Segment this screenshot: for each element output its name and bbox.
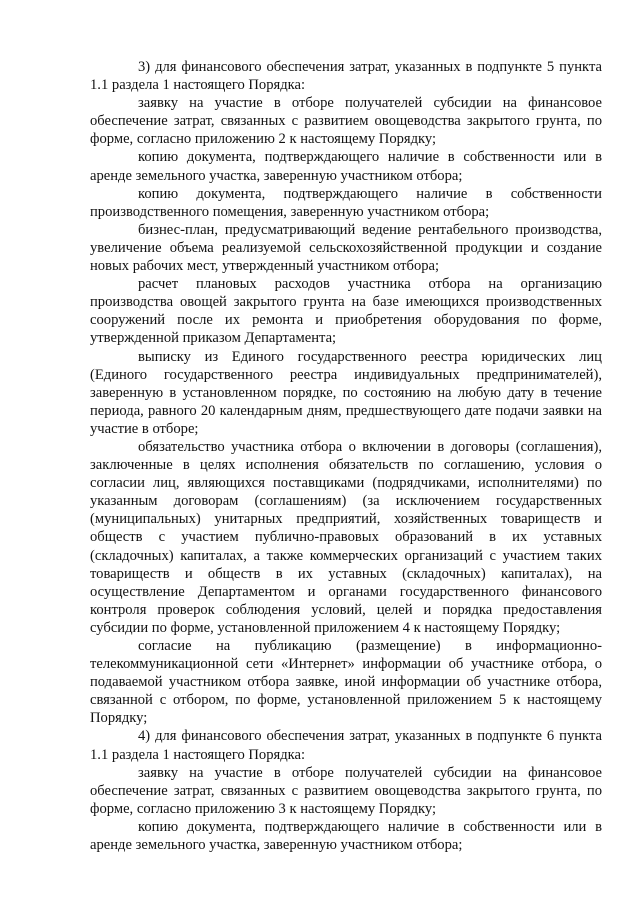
paragraph-contract-obligation: обязательство участника отбора о включении в договоры (соглашения), заключенные в целях исполнения обязательств по соглашению, условия о согласии лиц, являющихся поставщиками (подрядчиками, исполнителями) по указанным договорам (соглашениям) (за исключением государственных (муниципальных) унитарных предприятий, хозяйственных товариществ и обществ с участием публично-правовых образований в их уставных (складочных) капиталах, а также коммерческих организаций с участием таких товариществ и обществ в их уставных (складочных) капиталах), на осуществление Департаментом и органами государственного финансового контроля проверок соблюдения условий, целей и порядка предоставления субсидии по форме, установленной приложением 4 к настоящему Порядку;: [90, 438, 602, 636]
paragraph-business-plan: бизнес-план, предусматривающий ведение рентабельного производства, увеличение объема реализуемой сельскохозяйственной продукции и создание новых рабочих мест, утвержденный участником отбора;: [90, 221, 602, 275]
paragraph-cost-calculation: расчет плановых расходов участника отбора на организацию производства овощей закрытого грунта на базе имеющихся производственных сооружений после их ремонта и приобретения оборудования по форме, утвержденной приказом Департамента;: [90, 276, 602, 347]
paragraph-application-form-2: заявку на участие в отборе получателей субсидии на финансовое обеспечение затрат, связанных с развитием овощеводства закрытого грунта, по форме, согласно приложению 2 к настоящему Порядку;: [90, 95, 602, 148]
paragraph-production-premises-copy: копию документа, подтверждающего наличие в собственности производственного помещения, заверенную участником отбора;: [90, 185, 602, 220]
paragraph-item-3-intro: 3) для финансового обеспечения затрат, указанных в подпункте 5 пункта 1.1 раздела 1 настоящего Порядка:: [90, 59, 602, 94]
paragraph-land-plot-copy: копию документа, подтверждающего наличие в собственности или в аренде земельного участка, заверенную участником отбора;: [90, 149, 602, 184]
paragraph-publication-consent: согласие на публикацию (размещение) в информационно-телекоммуникационной сети «Интернет» информации об участнике отбора, о подаваемой участником отбора заявке, иной информации об участнике отбора, связанной с отбором, по форме, установленной приложением 5 к настоящему Порядку;: [90, 638, 602, 727]
paragraph-item-4-intro: 4) для финансового обеспечения затрат, указанных в подпункте 6 пункта 1.1 раздела 1 настоящего Порядка:: [90, 728, 602, 763]
paragraph-application-form-3: заявку на участие в отборе получателей субсидии на финансовое обеспечение затрат, связанных с развитием овощеводства закрытого грунта, по форме, согласно приложению 3 к настоящему Порядку;: [90, 764, 602, 817]
paragraph-land-plot-copy-2: копию документа, подтверждающего наличие в собственности или в аренде земельного участка, заверенную участником отбора;: [90, 818, 602, 854]
document-page: [90, 58, 602, 854]
paragraph-registry-extract: выписку из Единого государственного реестра юридических лиц (Единого государственного реестра индивидуальных предпринимателей), заверенную в установленном порядке, по состоянию на любую дату в течение периода, равного 20 календарным дням, предшествующего дате подачи заявки на участие в отборе;: [90, 348, 602, 437]
